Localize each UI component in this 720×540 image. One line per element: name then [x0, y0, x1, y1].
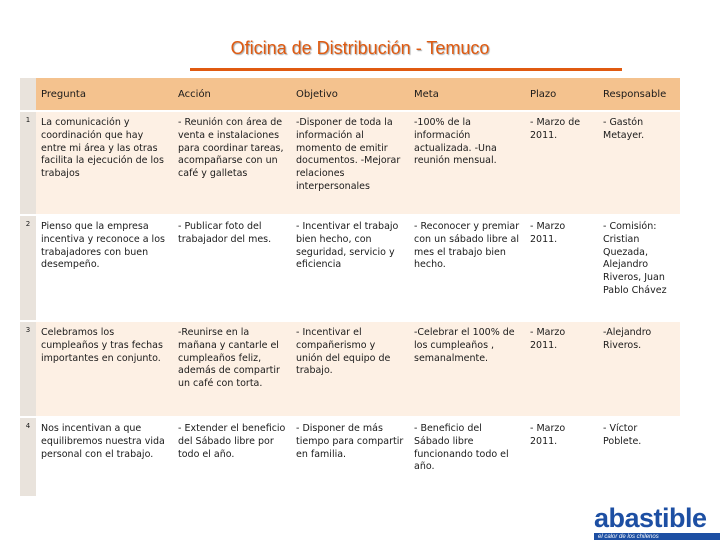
header-num — [20, 78, 36, 111]
plan-table — [20, 78, 680, 498]
cell-plazo: - Marzo de 2011. — [525, 111, 598, 215]
cell-pregunta: Pienso que la empresa incentiva y reconoce a los trabajadores con buen desempeño. — [36, 215, 173, 321]
cell-pregunta: La comunicación y coordinación que hay entre mi área y las otras facilita la ejecución de los trabajos — [36, 111, 173, 215]
cell-plazo: - Marzo 2011. — [525, 321, 598, 417]
table-row — [20, 321, 680, 417]
cell-accion: - Reunión con área de venta e instalaciones para coordinar tareas, acompañarse con un café y galletas — [173, 111, 291, 215]
row-number: 2 — [20, 215, 36, 321]
cell-plazo: - Marzo 2011. — [525, 215, 598, 321]
cell-objetivo: - Incentivar el trabajo bien hecho, con seguridad, servicio y eficiencia — [291, 215, 409, 321]
cell-responsable: -Alejandro Riveros. — [598, 321, 680, 417]
cell-objetivo: - Incentivar el compañerismo y unión del equipo de trabajo. — [291, 321, 409, 417]
cell-plazo: - Marzo 2011. — [525, 417, 598, 497]
title-underline — [190, 68, 622, 71]
table-row — [20, 417, 680, 497]
cell-accion: -Reunirse en la mañana y cantarle el cumpleaños feliz, además de compartir un café con torta. — [173, 321, 291, 417]
abastible-logo — [586, 500, 720, 540]
cell-responsable: - Gastón Metayer. — [598, 111, 680, 215]
logo-wordmark: abastible — [594, 503, 707, 533]
header-pregunta: Pregunta — [36, 78, 173, 111]
cell-objetivo: - Disponer de más tiempo para compartir en familia. — [291, 417, 409, 497]
table-row — [20, 215, 680, 321]
header-plazo: Plazo — [525, 78, 598, 111]
table-row — [20, 111, 680, 215]
cell-pregunta: Nos incentivan a que equilibremos nuestra vida personal con el trabajo. — [36, 417, 173, 497]
cell-accion: - Extender el beneficio del Sábado libre por todo el año. — [173, 417, 291, 497]
header-accion: Acción — [173, 78, 291, 111]
cell-accion: - Publicar foto del trabajador del mes. — [173, 215, 291, 321]
cell-pregunta: Celebramos los cumpleaños y tras fechas importantes en conjunto. — [36, 321, 173, 417]
row-number: 3 — [20, 321, 36, 417]
table-header-row — [20, 78, 680, 111]
cell-meta: -100% de la información actualizada. -Una reunión mensual. — [409, 111, 525, 215]
row-number: 1 — [20, 111, 36, 215]
cell-responsable: - Comisión: Cristian Quezada, Alejandro Riveros, Juan Pablo Chávez — [598, 215, 680, 321]
cell-objetivo: -Disponer de toda la información al momento de emitir documentos. -Mejorar relaciones interpersonales — [291, 111, 409, 215]
row-number: 4 — [20, 417, 36, 497]
cell-meta: - Beneficio del Sábado libre funcionando todo el año. — [409, 417, 525, 497]
page-title: Oficina de Distribución - Temuco — [230, 38, 490, 58]
logo-tagline: el calor de los chilenos — [594, 533, 720, 540]
cell-responsable: - Víctor Poblete. — [598, 417, 680, 497]
cell-meta: - Reconocer y premiar con un sábado libre al mes el trabajo bien hecho. — [409, 215, 525, 321]
header-objetivo: Objetivo — [291, 78, 409, 111]
header-meta: Meta — [409, 78, 525, 111]
header-responsable: Responsable — [598, 78, 680, 111]
cell-meta: -Celebrar el 100% de los cumpleaños , semanalmente. — [409, 321, 525, 417]
